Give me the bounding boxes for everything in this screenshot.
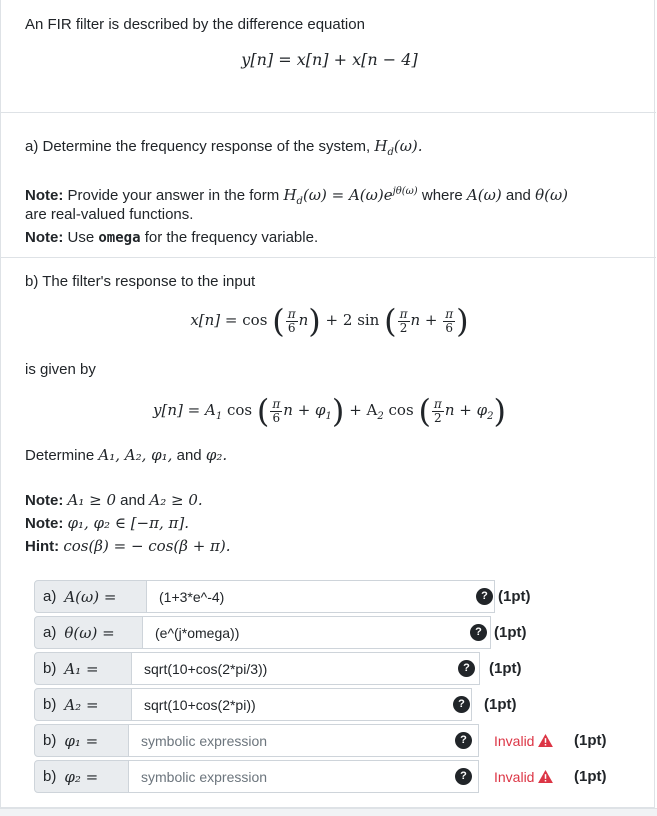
footer-strip [0,808,657,816]
given-by-text: is given by [25,361,96,378]
answer-input-b-A1[interactable]: sqrt(10+cos(2*pi/3)) [132,652,480,685]
points-label: (1pt) [489,660,522,677]
answer-label: a) θ(ω) = [34,616,143,649]
answer-label: b) φ₂ = [34,760,129,793]
help-icon[interactable]: ? [455,732,472,749]
answer-row-b-A1 [34,652,634,685]
difference-equation: y[n] = x[n] + x[n − 4] [241,50,418,69]
help-icon[interactable]: ? [476,588,493,605]
points-label: (1pt) [494,624,527,641]
answer-input-b-A2[interactable]: sqrt(10+cos(2*pi)) [132,688,472,721]
invalid-status[interactable]: Invalid [494,760,553,793]
answer-row-b-A2 [34,688,634,721]
help-icon[interactable]: ? [458,660,475,677]
points-label: (1pt) [574,732,607,749]
points-label: (1pt) [574,768,607,785]
part-a-note-form: Note: Provide your answer in the form $H_d(\omega) = A(\omega)e^{j\theta(\omega)}$ where A(ω) and θ(ω) [25,186,569,207]
part-b-question: b) The filter's response to the input [25,273,256,290]
section-divider [1,112,656,113]
part-a-note-omega: Note: Use omega for the frequency variable. [25,229,319,246]
part-a-question: a) Determine the frequency response of the system, $H_d(\omega)$. [25,137,423,158]
section-divider [1,257,656,258]
help-icon[interactable]: ? [455,768,472,785]
answer-input-b-phi1[interactable]: symbolic expression [129,724,479,757]
answer-label: a) A(ω) = [34,580,147,613]
part-b-hint: Hint: cos(β) = − cos(β + π). [25,537,231,555]
answer-input-b-phi2[interactable]: symbolic expression [129,760,479,793]
answer-label: b) φ₁ = [34,724,129,757]
warning-icon [538,734,553,747]
answer-row-a-phase [34,616,634,649]
answer-label: b) A₁ = [34,652,132,685]
help-icon[interactable]: ? [453,696,470,713]
answer-label: b) A₂ = [34,688,132,721]
answer-input-a-phase[interactable]: (e^(j*omega)) [143,616,491,649]
warning-icon [538,770,553,783]
part-b-note-phases: Note: φ₁, φ₂ ∈ [−π, π]. [25,514,190,532]
invalid-status[interactable]: Invalid [494,724,553,757]
answer-row-a-amplitude [34,580,634,613]
answer-input-a-amplitude[interactable]: (1+3*e^-4) [147,580,495,613]
intro-text: An FIR filter is described by the difference equation [25,16,365,33]
output-equation: $y[n] = A_1$ cos ( $\frac{\pi}{6}$ $n + \varphi_1) + A_2$ cos ( $\frac{\pi}{2}$ $n + \varphi_2$) [153,392,506,430]
answer-row-b-phi2 [34,760,634,793]
part-b-note-amplitudes: Note: A₁ ≥ 0 and A₂ ≥ 0. [25,491,203,509]
points-label: (1pt) [484,696,517,713]
answer-row-b-phi1 [34,724,634,757]
help-icon[interactable]: ? [470,624,487,641]
points-label: (1pt) [498,588,531,605]
determine-text: Determine A₁, A₂, φ₁, and φ₂. [25,446,228,464]
part-a-note-form-line2: are real-valued functions. [25,206,194,223]
input-equation: x[n] = cos ( $\frac{\pi}{6}$ n) + 2 sin ( $\frac{\pi}{2}$ n + $\frac{\pi}{6}$ ) [190,302,469,340]
